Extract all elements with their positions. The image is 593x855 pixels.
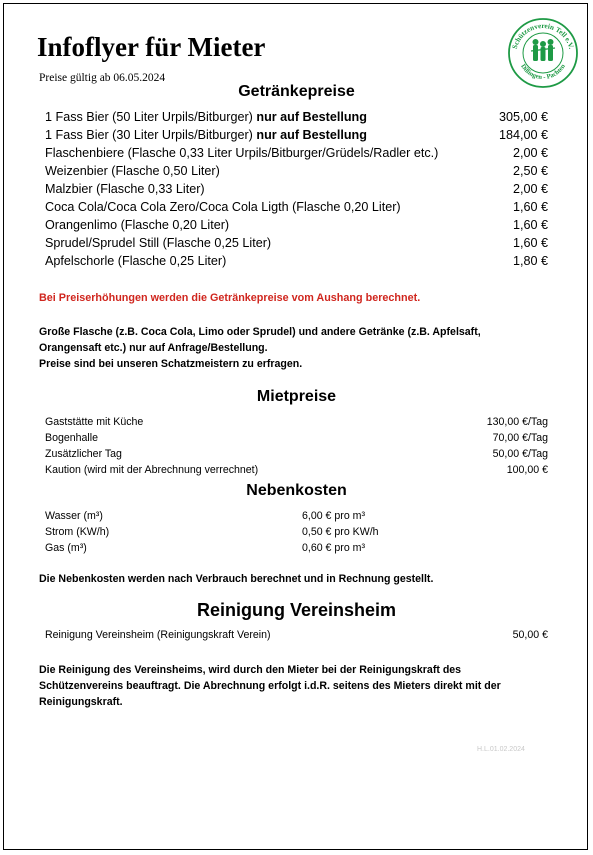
utility-rate: 0,60 € pro m³ (302, 542, 366, 554)
utility-row (45, 508, 445, 524)
cleaning-row (45, 627, 548, 643)
paragraph-line: Große Flasche (z.B. Coca Cola, Limo oder Sprudel) und andere Getränke (z.B. Apfelsaft, (39, 326, 481, 338)
drink-price: 2,00 € (512, 182, 548, 196)
logo-text-bottom: Dillingen - Pachten (519, 62, 567, 82)
drink-row (45, 162, 548, 180)
utility-label: Gas (m³) (45, 542, 87, 554)
rent-price: 70,00 €/Tag (492, 432, 548, 444)
utility-row (45, 524, 445, 540)
drink-label: Sprudel/Sprudel Still (Flasche 0,25 Liter) (45, 236, 272, 250)
paragraph-line: Preise sind bei unseren Schatzmeistern zu erfragen. (39, 358, 303, 370)
drink-row (45, 198, 548, 216)
paragraph-line: Die Reinigung des Vereinsheims, wird durch den Mieter bei der Reinigungskraft des (39, 664, 462, 676)
drink-row (45, 144, 548, 162)
utility-rate: 0,50 € pro KW/h (302, 526, 379, 538)
rent-label: Zusätzlicher Tag (45, 448, 122, 460)
drink-label: Weizenbier (Flasche 0,50 Liter) (45, 164, 220, 178)
cleaning-price: 50,00 € (512, 629, 548, 641)
utility-row (45, 540, 445, 556)
cleaning-info-paragraph (39, 662, 559, 710)
paragraph-line: Die Nebenkosten werden nach Verbrauch berechnet und in Rechnung gestellt. (39, 573, 434, 585)
rent-price: 130,00 €/Tag (486, 416, 548, 428)
drink-price: 184,00 € (498, 128, 548, 142)
paragraph-line: Orangensaft etc.) nur auf Anfrage/Bestellung. (39, 342, 268, 354)
rent-label: Gaststätte mit Küche (45, 416, 144, 428)
rent-heading: Mietpreise (256, 388, 337, 405)
document-code: H.L.01.02.2024 (477, 746, 525, 753)
cleaning-heading: Reinigung Vereinsheim (196, 600, 397, 620)
paragraph-line: Schützenvereins beauftragt. Die Abrechnung erfolgt i.d.R. seitens des Mieters direkt mit der (39, 680, 501, 692)
drink-order-note: nur auf Bestellung (256, 110, 367, 124)
valid-from-date: Preise gültig ab 06.05.2024 (39, 72, 166, 84)
drink-price: 2,50 € (512, 164, 548, 178)
utility-label: Wasser (m³) (45, 510, 103, 522)
drink-price: 2,00 € (512, 146, 548, 160)
drink-row (45, 126, 548, 144)
cleaning-label: Reinigung Vereinsheim (Reinigungskraft Verein) (45, 629, 271, 641)
rent-label: Kaution (wird mit der Abrechnung verrechnet) (45, 464, 259, 476)
page-title: Infoflyer für Mieter (37, 32, 266, 62)
rent-row (45, 430, 548, 446)
price-increase-notice: Bei Preiserhöhungen werden die Getränkepreise vom Aushang berechnet. (39, 292, 421, 304)
drink-price: 1,60 € (512, 200, 548, 214)
utilities-note (39, 571, 559, 587)
drink-label: 1 Fass Bier (30 Liter Urpils/Bitburger) (45, 128, 257, 142)
drink-price: 1,60 € (512, 236, 548, 250)
utility-label: Strom (KW/h) (45, 526, 110, 538)
paragraph-line: Reinigungskraft. (39, 696, 123, 708)
drink-row (45, 216, 548, 234)
drink-row (45, 180, 548, 198)
drink-label: Coca Cola/Coca Cola Zero/Coca Cola Ligth (Flasche 0,20 Liter) (45, 200, 401, 214)
drinks-heading: Getränkepreise (238, 83, 355, 100)
drink-price: 1,60 € (512, 218, 548, 232)
archer-figures-icon (531, 39, 555, 61)
drink-price: 305,00 € (498, 110, 548, 124)
drink-order-note: nur auf Bestellung (256, 128, 367, 142)
utility-rate: 6,00 € pro m³ (302, 510, 366, 522)
drink-label: Malzbier (Flasche 0,33 Liter) (45, 182, 205, 196)
flyer-page (3, 3, 588, 850)
drink-label: Apfelschorle (Flasche 0,25 Liter) (45, 254, 227, 268)
drinks-info-paragraph (39, 324, 559, 372)
rent-row (45, 446, 548, 462)
rent-row (45, 462, 548, 478)
drink-label: 1 Fass Bier (50 Liter Urpils/Bitburger) (45, 110, 257, 124)
club-seal-logo (507, 17, 579, 89)
drink-label: Flaschenbiere (Flasche 0,33 Liter Urpils/Bitburger/Grüdels/Radler etc.) (45, 146, 439, 160)
drink-price: 1,80 € (512, 254, 548, 268)
utilities-heading: Nebenkosten (246, 482, 347, 499)
rent-price: 100,00 € (506, 464, 548, 476)
drink-row (45, 108, 548, 126)
rent-row (45, 414, 548, 430)
drink-row (45, 234, 548, 252)
rent-price: 50,00 €/Tag (492, 448, 548, 460)
drink-label: Orangenlimo (Flasche 0,20 Liter) (45, 218, 230, 232)
rent-label: Bogenhalle (45, 432, 99, 444)
logo-text-top: Schützenverein Tell e.V. (510, 22, 576, 50)
drink-row (45, 252, 548, 270)
